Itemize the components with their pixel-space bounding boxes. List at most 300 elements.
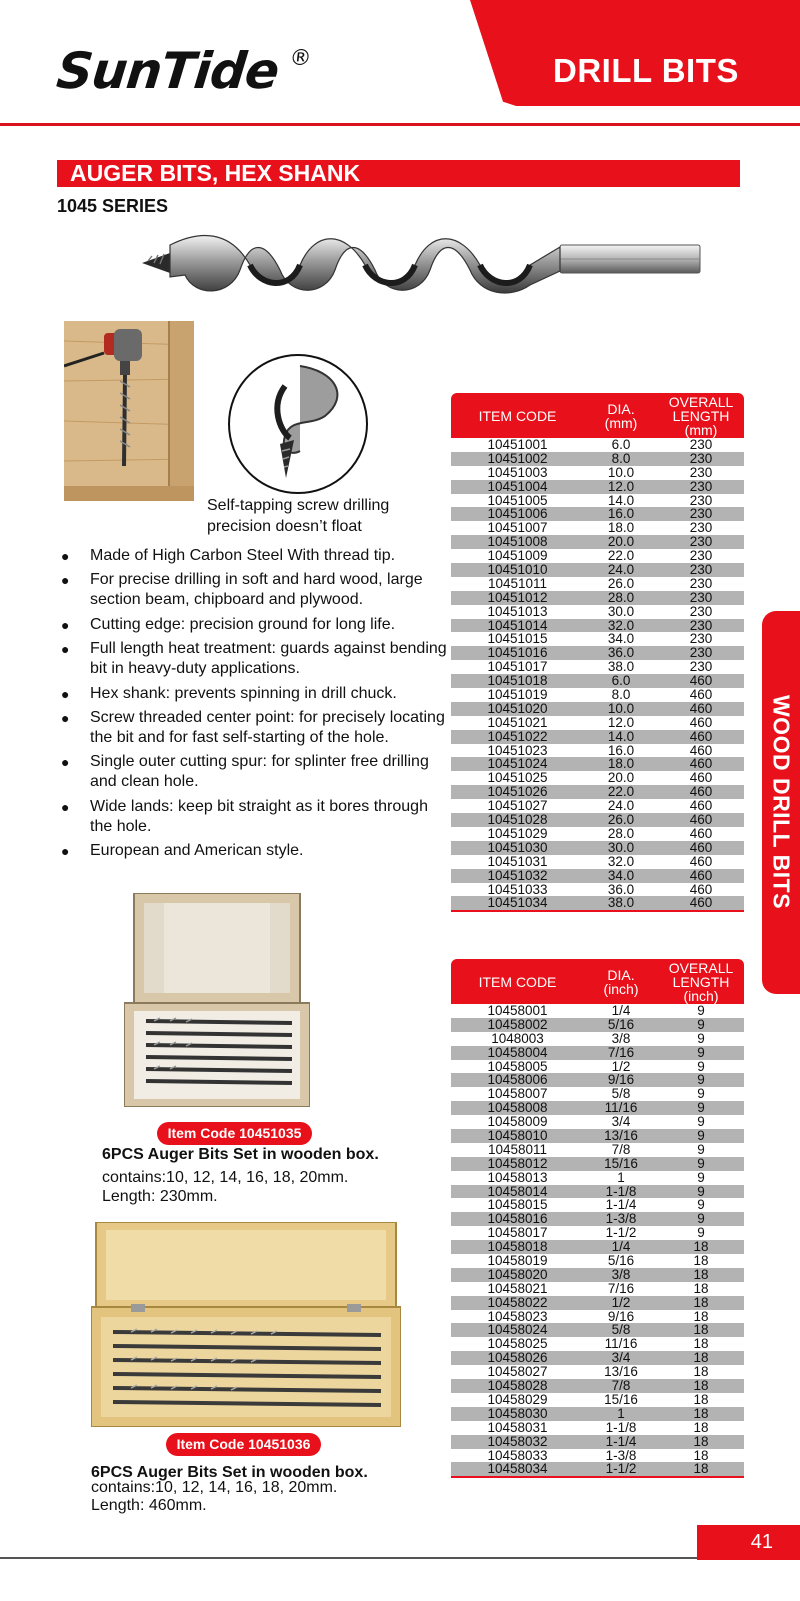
col-dia-label: DIA. (inch): [603, 966, 639, 997]
item-code-cell: 10451005: [487, 492, 548, 508]
feature-item: ● Full length heat treatment: guards against bending bit in heavy-duty applications.: [60, 639, 450, 679]
diameter-cell: 7/8: [611, 1141, 631, 1157]
item-code-cell: 10451016: [487, 645, 548, 661]
diameter-cell: 1: [617, 1169, 625, 1185]
diameter-cell: 9/16: [607, 1308, 635, 1324]
diameter-cell: 1-1/2: [605, 1461, 637, 1477]
length-cell: 18: [693, 1266, 709, 1282]
length-cell: 230: [689, 464, 713, 480]
table-row: [451, 1115, 744, 1129]
length-cell: 9: [697, 1086, 705, 1102]
set-title: 6PCS Auger Bits Set in wooden box.: [91, 1464, 368, 1481]
diameter-cell: 18.0: [607, 756, 635, 772]
length-cell: 230: [689, 589, 713, 605]
table-row: [451, 1004, 744, 1018]
length-cell: 18: [693, 1308, 709, 1324]
diameter-cell: 1/2: [611, 1294, 631, 1310]
drilling-photo: [64, 321, 194, 501]
col-item-code-label: ITEM CODE: [478, 407, 557, 424]
table-row: [451, 896, 744, 910]
length-cell: 460: [689, 812, 713, 828]
tip-detail-circle: [228, 354, 368, 494]
length-cell: 18: [693, 1447, 709, 1463]
table-body: [451, 1004, 744, 1476]
diameter-cell: 5/16: [607, 1016, 635, 1032]
diameter-cell: 15/16: [604, 1155, 638, 1171]
length-cell: 230: [689, 575, 713, 591]
table-row: [451, 1449, 744, 1463]
length-cell: 18: [693, 1239, 709, 1255]
diameter-cell: 36.0: [607, 881, 635, 897]
item-code-cell: 10458019: [487, 1253, 548, 1269]
diameter-cell: 1-1/8: [605, 1419, 637, 1435]
item-code-cell: 10451026: [487, 784, 548, 800]
length-cell: 9: [697, 1100, 705, 1116]
length-cell: 9: [697, 1044, 705, 1060]
table-row: [451, 480, 744, 494]
table-row: [451, 452, 744, 466]
header-divider: [0, 123, 800, 126]
diameter-cell: 13/16: [604, 1364, 638, 1380]
length-cell: 9: [697, 1003, 705, 1018]
length-cell: 9: [697, 1183, 705, 1199]
diameter-cell: 11/16: [604, 1336, 638, 1352]
item-code-cell: 10451004: [487, 478, 548, 494]
item-code-cell: 10458004: [487, 1044, 548, 1060]
length-cell: 9: [697, 1072, 705, 1088]
diameter-cell: 30.0: [607, 839, 635, 855]
table-row: [451, 1212, 744, 1226]
table-row: [451, 1240, 744, 1254]
diameter-cell: 26.0: [607, 575, 635, 591]
table-bottom-rule: [451, 910, 744, 912]
length-cell: 230: [689, 520, 713, 536]
table-row: [451, 1060, 744, 1074]
diameter-cell: 34.0: [607, 631, 635, 647]
diameter-cell: 7/16: [607, 1044, 635, 1060]
item-code-cell: 10458014: [487, 1183, 548, 1199]
diameter-cell: 1: [617, 1405, 625, 1421]
table-row: [451, 674, 744, 688]
item-code-cell: 10458017: [487, 1225, 548, 1241]
category-title: DRILL BITS: [553, 52, 739, 89]
diameter-cell: 30.0: [607, 603, 635, 619]
item-code-cell: 10451021: [487, 714, 548, 730]
table-row: [451, 466, 744, 480]
diameter-cell: 7/16: [607, 1280, 635, 1296]
diameter-cell: 1/4: [611, 1239, 631, 1255]
item-code-cell: 10451009: [487, 548, 548, 564]
length-cell: 460: [689, 839, 713, 855]
diameter-cell: 3/8: [611, 1030, 631, 1046]
diameter-cell: 36.0: [607, 645, 635, 661]
item-code-cell: 10451008: [487, 534, 548, 550]
table-row: [451, 1018, 744, 1032]
item-code-cell: 10451013: [487, 603, 548, 619]
table-row: [451, 438, 744, 452]
length-cell: 230: [689, 492, 713, 508]
length-cell: 9: [697, 1225, 705, 1241]
length-cell: 460: [689, 770, 713, 786]
col-item-code: [451, 959, 584, 1004]
diameter-cell: 24.0: [607, 562, 635, 578]
table-row: [451, 702, 744, 716]
feature-item: ● Hex shank: prevents spinning in drill chuck.: [60, 684, 450, 704]
length-cell: 9: [697, 1211, 705, 1227]
diameter-cell: 6.0: [611, 673, 631, 689]
item-code-badge: Item Code 10451035: [157, 1122, 312, 1145]
item-code-cell: 10458027: [487, 1364, 548, 1380]
table-row: [451, 1226, 744, 1240]
length-cell: 18: [693, 1280, 709, 1296]
item-code-badge: Item Code 10451036: [166, 1433, 321, 1456]
diameter-cell: 38.0: [607, 659, 635, 675]
table-row: [451, 1421, 744, 1435]
item-code-cell: 10451024: [487, 756, 548, 772]
item-code-cell: 10458032: [487, 1433, 548, 1449]
diameter-cell: 1/4: [611, 1003, 631, 1018]
diameter-cell: 1-1/4: [605, 1197, 637, 1213]
item-code-cell: 10451011: [487, 575, 548, 591]
item-code-cell: 10458012: [487, 1155, 548, 1171]
item-code-cell: 10458011: [487, 1141, 548, 1157]
table-row: [451, 646, 744, 660]
table-row: [451, 1351, 744, 1365]
diameter-cell: 1/2: [611, 1058, 631, 1074]
diameter-cell: 12.0: [607, 714, 635, 730]
length-cell: 460: [689, 853, 713, 869]
table-row: [451, 660, 744, 674]
diameter-cell: 28.0: [607, 825, 635, 841]
item-code-cell: 10458013: [487, 1169, 548, 1185]
length-cell: 460: [689, 673, 713, 689]
diameter-cell: 14.0: [607, 492, 635, 508]
length-cell: 9: [697, 1030, 705, 1046]
table-row: [451, 1198, 744, 1212]
diameter-cell: 32.0: [607, 617, 635, 633]
table-row: [451, 591, 744, 605]
item-code-cell: 10451012: [487, 589, 548, 605]
item-code-cell: 10458010: [487, 1128, 548, 1144]
length-cell: 9: [697, 1169, 705, 1185]
diameter-cell: 8.0: [611, 687, 631, 703]
item-code-cell: 10458021: [487, 1280, 548, 1296]
diameter-cell: 3/8: [611, 1266, 631, 1282]
diameter-cell: 1-3/8: [605, 1447, 637, 1463]
col-dia-label: DIA. (mm): [604, 400, 638, 431]
diameter-cell: 5/16: [607, 1253, 635, 1269]
table-row: [451, 1337, 744, 1351]
diameter-cell: 18.0: [607, 520, 635, 536]
table-row: [451, 1323, 744, 1337]
item-code-cell: 10451002: [487, 450, 548, 466]
diameter-cell: 5/8: [611, 1086, 631, 1102]
item-code-cell: 10458033: [487, 1447, 548, 1463]
length-cell: 18: [693, 1350, 709, 1366]
spec-table-inch: [451, 959, 744, 1478]
item-code-cell: 10451027: [487, 798, 548, 814]
table-row: [451, 1073, 744, 1087]
feature-item: ● Screw threaded center point: for precisely locating the bit and for fast self-starting of the hole.: [60, 708, 450, 748]
diameter-cell: 38.0: [607, 895, 635, 911]
item-code-cell: 10451029: [487, 825, 548, 841]
item-code-cell: 10451014: [487, 617, 548, 633]
table-row: [451, 1462, 744, 1476]
diameter-cell: 16.0: [607, 506, 635, 522]
diameter-cell: 1-1/4: [605, 1433, 637, 1449]
diameter-cell: 3/4: [611, 1114, 631, 1130]
table-row: [451, 869, 744, 883]
item-code-cell: 10458007: [487, 1086, 548, 1102]
table-row: [451, 1379, 744, 1393]
diameter-cell: 12.0: [607, 478, 635, 494]
table-row: [451, 1129, 744, 1143]
tip-caption: [207, 495, 389, 537]
length-cell: 230: [689, 534, 713, 550]
col-length-label: OVERALL LENGTH (inch): [668, 959, 734, 1004]
col-length: [658, 959, 744, 1004]
length-cell: 18: [693, 1322, 709, 1338]
item-code-cell: 10458029: [487, 1391, 548, 1407]
feature-item: ● Made of High Carbon Steel With thread tip.: [60, 546, 450, 566]
length-cell: 18: [693, 1391, 709, 1407]
length-cell: 9: [697, 1141, 705, 1157]
length-cell: 460: [689, 742, 713, 758]
length-cell: 18: [693, 1364, 709, 1380]
length-cell: 230: [689, 450, 713, 466]
table-row: [451, 744, 744, 758]
item-code-cell: 10458022: [487, 1294, 548, 1310]
item-code-cell: 1048003: [491, 1030, 544, 1046]
length-cell: 9: [697, 1197, 705, 1213]
col-length: [658, 393, 744, 438]
item-code-cell: 10458016: [487, 1211, 548, 1227]
item-code-cell: 10451033: [487, 881, 548, 897]
item-code-cell: 10458030: [487, 1405, 548, 1421]
table-row: [451, 619, 744, 633]
item-code-cell: 10451019: [487, 687, 548, 703]
item-code-cell: 10451031: [487, 853, 548, 869]
set-length: Length: 230mm.: [102, 1188, 218, 1205]
length-cell: 460: [689, 867, 713, 883]
item-code-cell: 10451028: [487, 812, 548, 828]
table-row: [451, 1282, 744, 1296]
feature-item: ● For precise drilling in soft and hard wood, large section beam, chipboard and plywood.: [60, 570, 450, 610]
item-code-cell: 10451017: [487, 659, 548, 675]
table-row: [451, 1268, 744, 1282]
diameter-cell: 22.0: [607, 784, 635, 800]
diameter-cell: 20.0: [607, 534, 635, 550]
spec-table-mm: [451, 393, 744, 912]
table-row: [451, 563, 744, 577]
caption-line-1: Self-tapping screw drilling: [207, 497, 390, 514]
table-row: [451, 1435, 744, 1449]
diameter-cell: 5/8: [611, 1322, 631, 1338]
table-row: [451, 716, 744, 730]
item-code-cell: 10451006: [487, 506, 548, 522]
item-code-cell: 10458002: [487, 1016, 548, 1032]
table-row: [451, 1407, 744, 1421]
length-cell: 460: [689, 687, 713, 703]
auger-bit-image: [140, 225, 720, 300]
length-cell: 230: [689, 506, 713, 522]
diameter-cell: 10.0: [607, 464, 635, 480]
length-cell: 460: [689, 895, 713, 911]
item-code-cell: 10451001: [487, 437, 548, 452]
length-cell: 9: [697, 1058, 705, 1074]
side-category-label: WOOD DRILL BITS: [768, 694, 795, 910]
diameter-cell: 1-1/8: [605, 1183, 637, 1199]
wooden-box-set-230-image: [124, 893, 310, 1107]
length-cell: 460: [689, 728, 713, 744]
item-code-cell: 10451025: [487, 770, 548, 786]
length-cell: 460: [689, 784, 713, 800]
length-cell: 230: [689, 645, 713, 661]
brand-name: SunTide: [53, 42, 282, 100]
table-row: [451, 1310, 744, 1324]
table-row: [451, 757, 744, 771]
table-row: [451, 785, 744, 799]
table-header: [451, 393, 744, 438]
table-row: [451, 730, 744, 744]
diameter-cell: 7/8: [611, 1378, 631, 1394]
item-code-cell: 10451022: [487, 728, 548, 744]
diameter-cell: 28.0: [607, 589, 635, 605]
col-length-label: OVERALL LENGTH (mm): [668, 393, 734, 438]
table-row: [451, 827, 744, 841]
length-cell: 230: [689, 617, 713, 633]
set-contents: [102, 1168, 348, 1206]
length-cell: 230: [689, 603, 713, 619]
table-row: [451, 577, 744, 591]
item-code-cell: 10458031: [487, 1419, 548, 1435]
diameter-cell: 1-1/2: [605, 1225, 637, 1241]
length-cell: 460: [689, 714, 713, 730]
table-row: [451, 855, 744, 869]
registered-mark: ®: [288, 46, 312, 71]
diameter-cell: 32.0: [607, 853, 635, 869]
feature-item: ● Wide lands: keep bit straight as it bores through the hole.: [60, 797, 450, 837]
length-cell: 460: [689, 825, 713, 841]
item-code-cell: 10458001: [487, 1003, 548, 1018]
length-cell: 18: [693, 1253, 709, 1269]
diameter-cell: 8.0: [611, 450, 631, 466]
item-code-cell: 10451032: [487, 867, 548, 883]
item-code-cell: 10451015: [487, 631, 548, 647]
table-row: [451, 883, 744, 897]
length-cell: 460: [689, 756, 713, 772]
table-row: [451, 688, 744, 702]
col-item-code: [451, 393, 584, 438]
item-code-cell: 10458026: [487, 1350, 548, 1366]
table-row: [451, 799, 744, 813]
table-row: [451, 841, 744, 855]
item-code-cell: 10451034: [487, 895, 548, 911]
item-code-cell: 10451023: [487, 742, 548, 758]
table-row: [451, 813, 744, 827]
table-row: [451, 632, 744, 646]
item-code-cell: 10451030: [487, 839, 548, 855]
item-code-cell: 10458008: [487, 1100, 548, 1116]
length-cell: 230: [689, 562, 713, 578]
length-cell: 230: [689, 437, 713, 452]
length-cell: 230: [689, 659, 713, 675]
section-title: AUGER BITS, HEX SHANK: [70, 160, 361, 186]
feature-item: ● Single outer cutting spur: for splinter free drilling and clean hole.: [60, 752, 450, 792]
set-contains: contains:10, 12, 14, 16, 18, 20mm.: [91, 1479, 338, 1496]
length-cell: 18: [693, 1378, 709, 1394]
diameter-cell: 10.0: [607, 700, 635, 716]
length-cell: 230: [689, 631, 713, 647]
set-title: 6PCS Auger Bits Set in wooden box.: [102, 1146, 379, 1163]
item-code-cell: 10458006: [487, 1072, 548, 1088]
diameter-cell: 3/4: [611, 1350, 631, 1366]
item-code-cell: 10458025: [487, 1336, 548, 1352]
diameter-cell: 15/16: [604, 1391, 638, 1407]
length-cell: 460: [689, 881, 713, 897]
table-header: [451, 959, 744, 1004]
col-dia: [584, 959, 658, 1004]
item-code-cell: 10451003: [487, 464, 548, 480]
brand-logo: [54, 42, 312, 100]
table-row: [451, 1032, 744, 1046]
diameter-cell: 16.0: [607, 742, 635, 758]
set-contents: [91, 1479, 337, 1515]
diameter-cell: 1-3/8: [605, 1211, 637, 1227]
item-code-cell: 10458018: [487, 1239, 548, 1255]
table-row: [451, 1101, 744, 1115]
table-bottom-rule: [451, 1476, 744, 1478]
table-row: [451, 1046, 744, 1060]
table-row: [451, 535, 744, 549]
diameter-cell: 13/16: [604, 1128, 638, 1144]
length-cell: 9: [697, 1016, 705, 1032]
feature-item: ● Cutting edge: precision ground for long life.: [60, 615, 450, 635]
length-cell: 9: [697, 1114, 705, 1130]
length-cell: 18: [693, 1433, 709, 1449]
diameter-cell: 9/16: [607, 1072, 635, 1088]
item-code-cell: 10451018: [487, 673, 548, 689]
item-code-cell: 10458009: [487, 1114, 548, 1130]
table-row: [451, 494, 744, 508]
feature-list: [60, 546, 450, 866]
footer-divider: [0, 1557, 800, 1559]
diameter-cell: 34.0: [607, 867, 635, 883]
table-row: [451, 1296, 744, 1310]
screw-tip-icon: [230, 356, 368, 494]
table-row: [451, 1171, 744, 1185]
item-code-cell: 10458005: [487, 1058, 548, 1074]
table-row: [451, 1365, 744, 1379]
item-code-cell: 10458034: [487, 1461, 548, 1477]
caption-line-2: precision doesn’t float: [207, 518, 362, 535]
diameter-cell: 6.0: [611, 437, 631, 452]
table-row: [451, 549, 744, 563]
diameter-cell: 26.0: [607, 812, 635, 828]
item-code-cell: 10451010: [487, 562, 548, 578]
table-row: [451, 1393, 744, 1407]
length-cell: 460: [689, 700, 713, 716]
table-row: [451, 507, 744, 521]
table-row: [451, 1143, 744, 1157]
item-code-cell: 10451020: [487, 700, 548, 716]
table-row: [451, 1185, 744, 1199]
length-cell: 18: [693, 1405, 709, 1421]
wooden-box-set-460-image: [91, 1222, 401, 1427]
diameter-cell: 24.0: [607, 798, 635, 814]
item-code-cell: 10458015: [487, 1197, 548, 1213]
table-body: [451, 438, 744, 910]
